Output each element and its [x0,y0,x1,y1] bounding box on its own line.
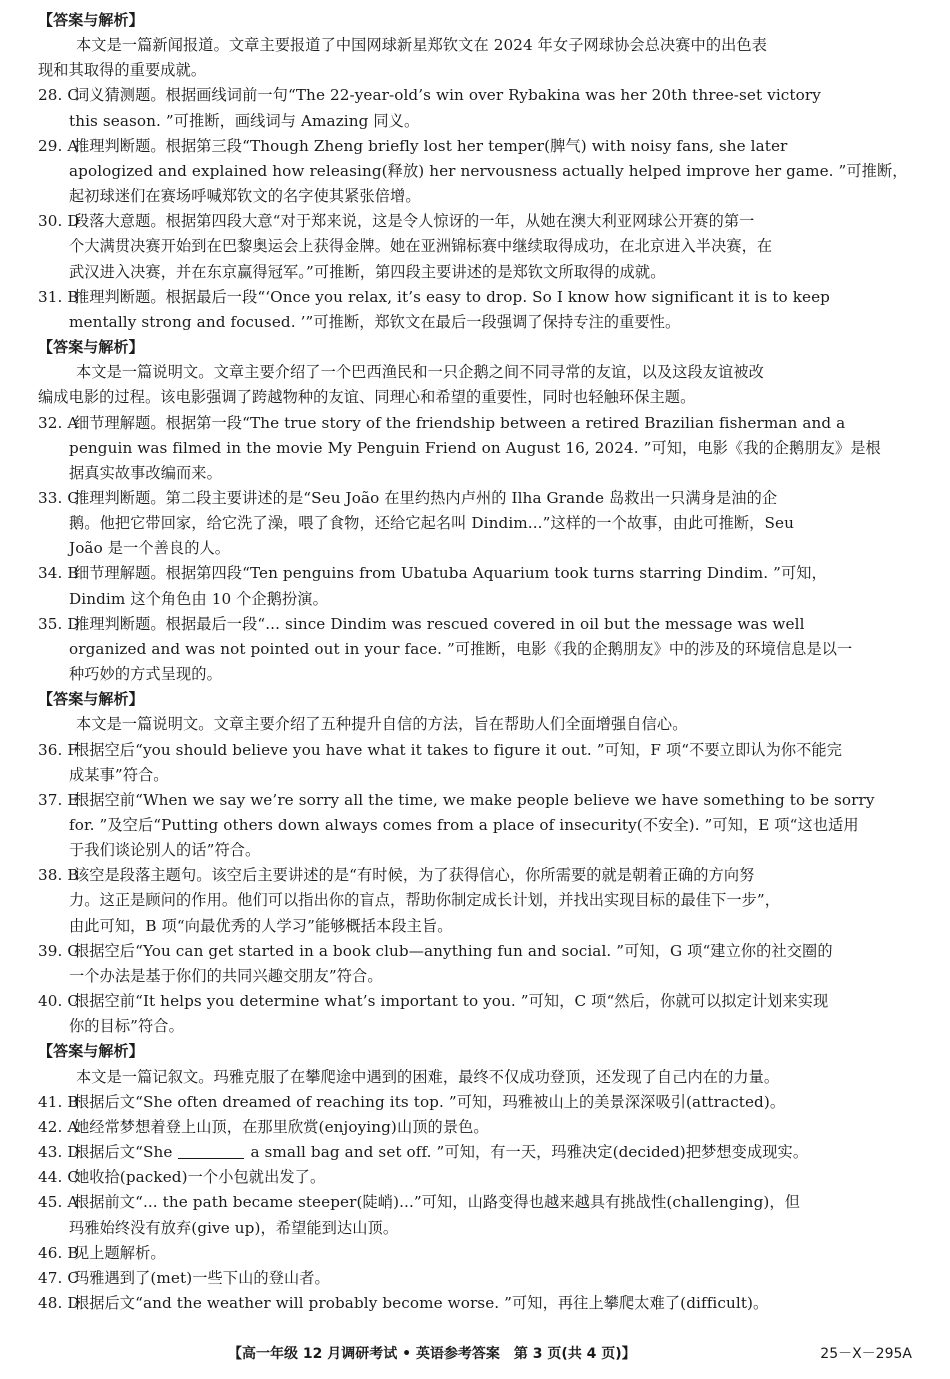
answer-text: 你的目标”符合。 [69,1017,184,1036]
answer-text: 她经常梦想着登上山顶，在那里欣赏(enjoying)山顶的景色。 [73,1117,489,1136]
answer-text: 细节理解题。根据第四段“Ten penguins from Ubatuba Aquarium took turns starring Dindim. ”可知， [73,564,827,583]
answer-text: 段落大意题。根据第四段大意“对于郑来说，这是令人惊讶的一年，从她在澳大利亚网球公开赛的第一 [73,212,755,231]
answer-text: 该空是段落主题句。该空后主要讲述的是“有时候，为了获得信心，你所需要的就是朝着正确的方向努 [73,866,755,885]
answer-label: 34. B [38,564,79,583]
answer-text: 细节理解题。根据第一段“The true story of the friendship between a retired Brazilian fisherman and a [73,413,846,432]
answer-item [38,411,912,436]
answer-text: 种巧妙的方式呈现的。 [69,665,222,684]
answer-text: 推理判断题。根据最后一段“‘Once you relax, it’s easy to drop. So I know how significant it is to keep [73,287,830,306]
answer-label: 42. A [38,1117,79,1136]
answer-page [38,8,912,1316]
answer-text: 推理判断题。根据最后一段“... since Dindim was rescued covered in oil but the message was well [73,614,805,633]
answer-label: 33. C [38,488,80,507]
answer-text: 推理判断题。根据第三段“Though Zheng briefly lost her temper(脾气) with noisy fans, she later [73,136,788,155]
answer-text: 一个办法是基于你们的共同兴趣交朋友”符合。 [69,966,383,985]
answer-text: this season. ”可推断，画线词与 Amazing 同义。 [69,111,420,130]
answer-text: Dindim 这个角色由 10 个企鹅扮演。 [69,589,328,608]
answer-text: João 是一个善良的人。 [69,539,231,558]
answer-text: 根据空前“When we say we’re sorry all the time, we make people believe we have something to be sorry [73,790,875,809]
answer-item [38,989,912,1014]
answer-text: 成某事”符合。 [69,765,169,784]
answer-item [38,134,912,159]
answer-text: organized and was not pointed out in your face. ”可推断，电影《我的企鹅朋友》中的涉及的环境信息是以一 [69,639,853,658]
answer-label: 28. C [38,86,80,105]
answer-text: penguin was filmed in the movie My Penguin Friend on August 16, 2024. ”可知，电影《我的企鹅朋友》是根 [69,438,881,457]
answer-label: 46. B [38,1243,79,1262]
answer-label: 39. G [38,941,80,960]
intro-line: 现和其取得的重要成就。 [38,61,207,80]
answer-text: 个大满贯决赛开始到在巴黎奥运会上获得金牌。她在亚洲锦标赛中继续取得成功，在北京进入半决赛，在 [69,237,773,256]
answer-text: 根据空前“It helps you determine what’s important to you. ”可知，C 项“然后，你就可以拟定计划来实现 [73,992,829,1011]
answer-item [38,1115,912,1140]
answer-text: 她收拾(packed)一个小包就出发了。 [73,1168,326,1187]
answer-label: 48. D [38,1293,80,1312]
answer-label: 31. B [38,287,79,306]
intro-line: 本文是一篇说明文。文章主要介绍了五种提升自信的方法，旨在帮助人们全面增强自信心。 [76,715,688,734]
answer-text: 于我们谈论别人的话”符合。 [69,841,261,860]
intro-line: 编成电影的过程。该电影强调了跨越物种的友谊、同理心和希望的重要性，同时也轻触环保主题。 [38,388,696,407]
answer-item [38,486,912,511]
answer-label: 35. D [38,614,80,633]
answer-text: 力。这正是顾问的作用。他们可以指出你的盲点，帮助你制定成长计划，并找出实现目标的最佳下一步”， [69,891,781,910]
answer-label: 40. C [38,992,80,1011]
answer-text: 根据空后“you should believe you have what it takes to figure it out. ”可知，F 项“不要立即认为你不能完 [73,740,843,759]
answer-text: 根据前文“... the path became steeper(陡峭)...”可知，山路变得也越来越具有挑战性(challenging)，但 [73,1193,800,1212]
answer-item [38,612,912,637]
answer-label: 45. A [38,1193,79,1212]
answer-label: 29. A [38,136,79,155]
answer-item [38,1165,912,1190]
answer-text: mentally strong and focused. ’”可推断，郑钦文在最后一段强调了保持专注的重要性。 [69,312,681,331]
answer-text: 由此可知，B 项“向最优秀的人学习”能够概括本段主旨。 [69,916,453,935]
answer-item [38,561,912,586]
answer-text: 武汉进入决赛，并在东京赢得冠军。”可推断，第四段主要讲述的是郑钦文所取得的成就。 [69,262,666,281]
answer-text: 据真实故事改编而来。 [69,463,222,482]
answer-label: 43. D [38,1143,80,1162]
answer-item [38,209,912,234]
answer-text: 根据空后“You can get started in a book club—anything fun and social. ”可知，G 项“建立你的社交圈的 [73,941,833,960]
answer-label: 41. B [38,1092,79,1111]
answer-item [38,1241,912,1266]
intro-line: 本文是一篇记叙文。玛雅克服了在攀爬途中遇到的困难，最终不仅成功登顶，还发现了自己内在的力量。 [76,1067,780,1086]
answer-text: 玛雅遇到了(met)一些下山的登山者。 [73,1268,330,1287]
answer-text: 词义猜测题。根据画线词前一句“The 22-year-old’s win over Rybakina was her 20th three-set victory [73,86,821,105]
section-heading: 【答案与解析】 [38,1042,144,1061]
answer-item [38,1291,912,1316]
page-footer [0,1341,950,1367]
answer-item [38,1266,912,1291]
answer-text: 根据后文“and the weather will probably become worse. ”可知，再往上攀爬太难了(difficult)。 [73,1293,769,1312]
answer-text: 推理判断题。第二段主要讲述的是“Seu João 在里约热内卢州的 Ilha Grande 岛救出一只满身是油的企 [73,488,778,507]
answer-text: 根据后文“She [73,1143,173,1162]
answer-text: for. ”及空后“Putting others down always comes from a place of insecurity(不安全). ”可知，E 项“这也适用 [69,816,859,834]
section-heading: 【答案与解析】 [38,11,144,29]
answer-blank [178,1144,244,1159]
answer-label: 47. C [38,1268,80,1287]
answer-item [38,83,912,108]
answer-label: 32. A [38,413,79,432]
answer-item [38,939,912,964]
answer-text: 根据后文“She often dreamed of reaching its top. ”可知，玛雅被山上的美景深深吸引(attracted)。 [73,1092,786,1111]
footer-code: 25－X－295A [820,1346,912,1362]
answer-item [38,1090,912,1115]
answer-text: a small bag and set off. ”可知，有一天，玛雅决定(decided)把梦想变成现实。 [250,1143,809,1162]
answer-text: apologized and explained how releasing(释放) her nervousness actually helped improve her game. ”可推断， [69,161,908,180]
answer-label: 44. C [38,1168,80,1187]
answer-item [38,788,912,813]
answer-text: 鹅。他把它带回家，给它洗了澡，喂了食物，还给它起名叫 Dindim...”这样的一个故事，由此可推断，Seu [69,514,794,533]
answer-text: 见上题解析。 [73,1243,166,1262]
answer-item [38,1140,912,1165]
answer-item [38,285,912,310]
answer-label: 36. F [38,740,79,759]
answer-item [38,738,912,763]
answer-label: 38. B [38,866,79,885]
intro-line: 本文是一篇新闻报道。文章主要报道了中国网球新星郑钦文在 2024 年女子网球协会总决赛中的出色表 [76,36,767,55]
answer-text: 起初球迷们在赛场呼喊郑钦文的名字使其紧张倍增。 [69,187,421,206]
answer-text: 玛雅始终没有放弃(give up)，希望能到达山顶。 [69,1218,399,1237]
answer-item [38,1190,912,1215]
section-heading: 【答案与解析】 [38,338,144,357]
answer-label: 37. E [38,790,79,809]
answer-label: 30. D [38,212,80,231]
section-heading: 【答案与解析】 [38,690,144,709]
intro-line: 本文是一篇说明文。文章主要介绍了一个巴西渔民和一只企鹅之间不同寻常的友谊，以及这段友谊被改 [76,363,764,382]
answer-item [38,863,912,888]
footer-title: 【高一年级 12 月调研考试 • 英语参考答案 第 3 页(共 4 页)】 [228,1346,636,1362]
